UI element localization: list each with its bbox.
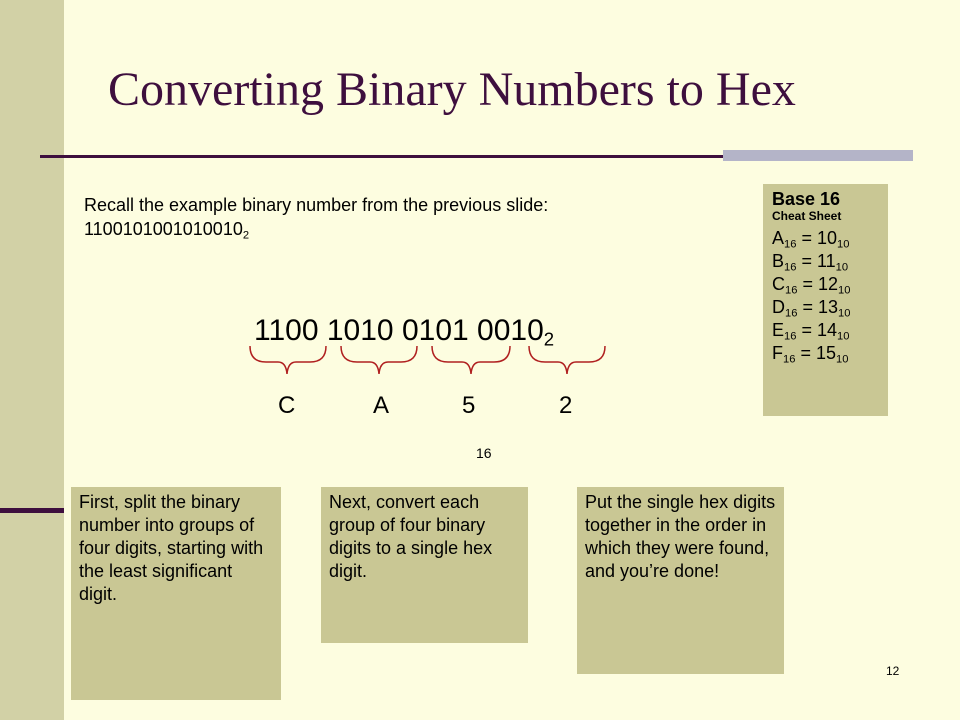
- decimal-base: 10: [837, 330, 850, 343]
- hex-base: 16: [785, 284, 798, 297]
- hex-letter: F: [772, 343, 783, 363]
- intro-line: Recall the example binary number from the previous slide:: [84, 195, 549, 215]
- decimal-value: 14: [816, 320, 838, 340]
- binary-base-subscript: 2: [543, 328, 555, 350]
- binary-group: 0101: [401, 314, 469, 347]
- hex-letter: A: [772, 228, 785, 248]
- hex-letter: D: [772, 297, 785, 317]
- cheat-sheet-subheading: Cheat Sheet: [772, 209, 842, 223]
- equals-sign: =: [802, 274, 813, 294]
- step-box-convert: Next, convert each group of four binary digits to a single hex digit.: [321, 487, 528, 643]
- cheat-sheet-heading: Base 16: [772, 189, 841, 209]
- binary-group: 0010: [477, 314, 544, 347]
- decimal-value: 15: [815, 343, 836, 363]
- decimal-base: 10: [838, 307, 851, 320]
- hex-base: 16: [785, 307, 798, 320]
- hex-base: 16: [784, 261, 797, 274]
- equals-sign: =: [801, 228, 812, 248]
- group-bracket: [250, 346, 326, 374]
- decimal-base: 10: [836, 353, 849, 366]
- decimal-value: 10: [816, 228, 838, 248]
- step-box-combine: Put the single hex digits together in the order in which they were found, and you’re done!: [577, 487, 784, 674]
- intro-binary-base: 2: [242, 229, 250, 242]
- slide-title: Converting Binary Numbers to Hex: [108, 63, 796, 116]
- binary-group: 1010: [326, 314, 394, 347]
- group-bracket: [432, 346, 510, 374]
- hex-digit: C: [278, 392, 296, 419]
- decimal-value: 11: [816, 251, 836, 271]
- hex-letter: E: [772, 320, 785, 340]
- group-bracket: [341, 346, 417, 374]
- page-number: 12: [886, 664, 900, 678]
- hex-base: 16: [784, 330, 797, 343]
- result-base-label: 16: [476, 445, 492, 461]
- decimal-base: 10: [838, 284, 851, 297]
- step-box-split: First, split the binary number into groups of four digits, starting with the least significant digit.: [71, 487, 281, 700]
- hex-letter: B: [772, 251, 785, 271]
- hex-base: 16: [784, 238, 797, 251]
- hex-base: 16: [783, 353, 796, 366]
- intro-binary-digits: 1100101001010010: [84, 219, 243, 239]
- group-bracket: [529, 346, 605, 374]
- equals-sign: =: [802, 297, 813, 317]
- decimal-base: 10: [837, 238, 850, 251]
- hex-digit: A: [373, 392, 390, 419]
- binary-group: 1100: [254, 314, 319, 347]
- hex-digit: 5: [462, 392, 476, 419]
- equals-sign: =: [801, 251, 812, 271]
- decimal-value: 13: [817, 297, 838, 317]
- decimal-base: 10: [835, 261, 849, 274]
- hex-digit: 2: [559, 392, 573, 419]
- equals-sign: =: [801, 320, 812, 340]
- hex-letter: C: [772, 274, 785, 294]
- equals-sign: =: [800, 343, 811, 363]
- decimal-value: 12: [817, 274, 838, 294]
